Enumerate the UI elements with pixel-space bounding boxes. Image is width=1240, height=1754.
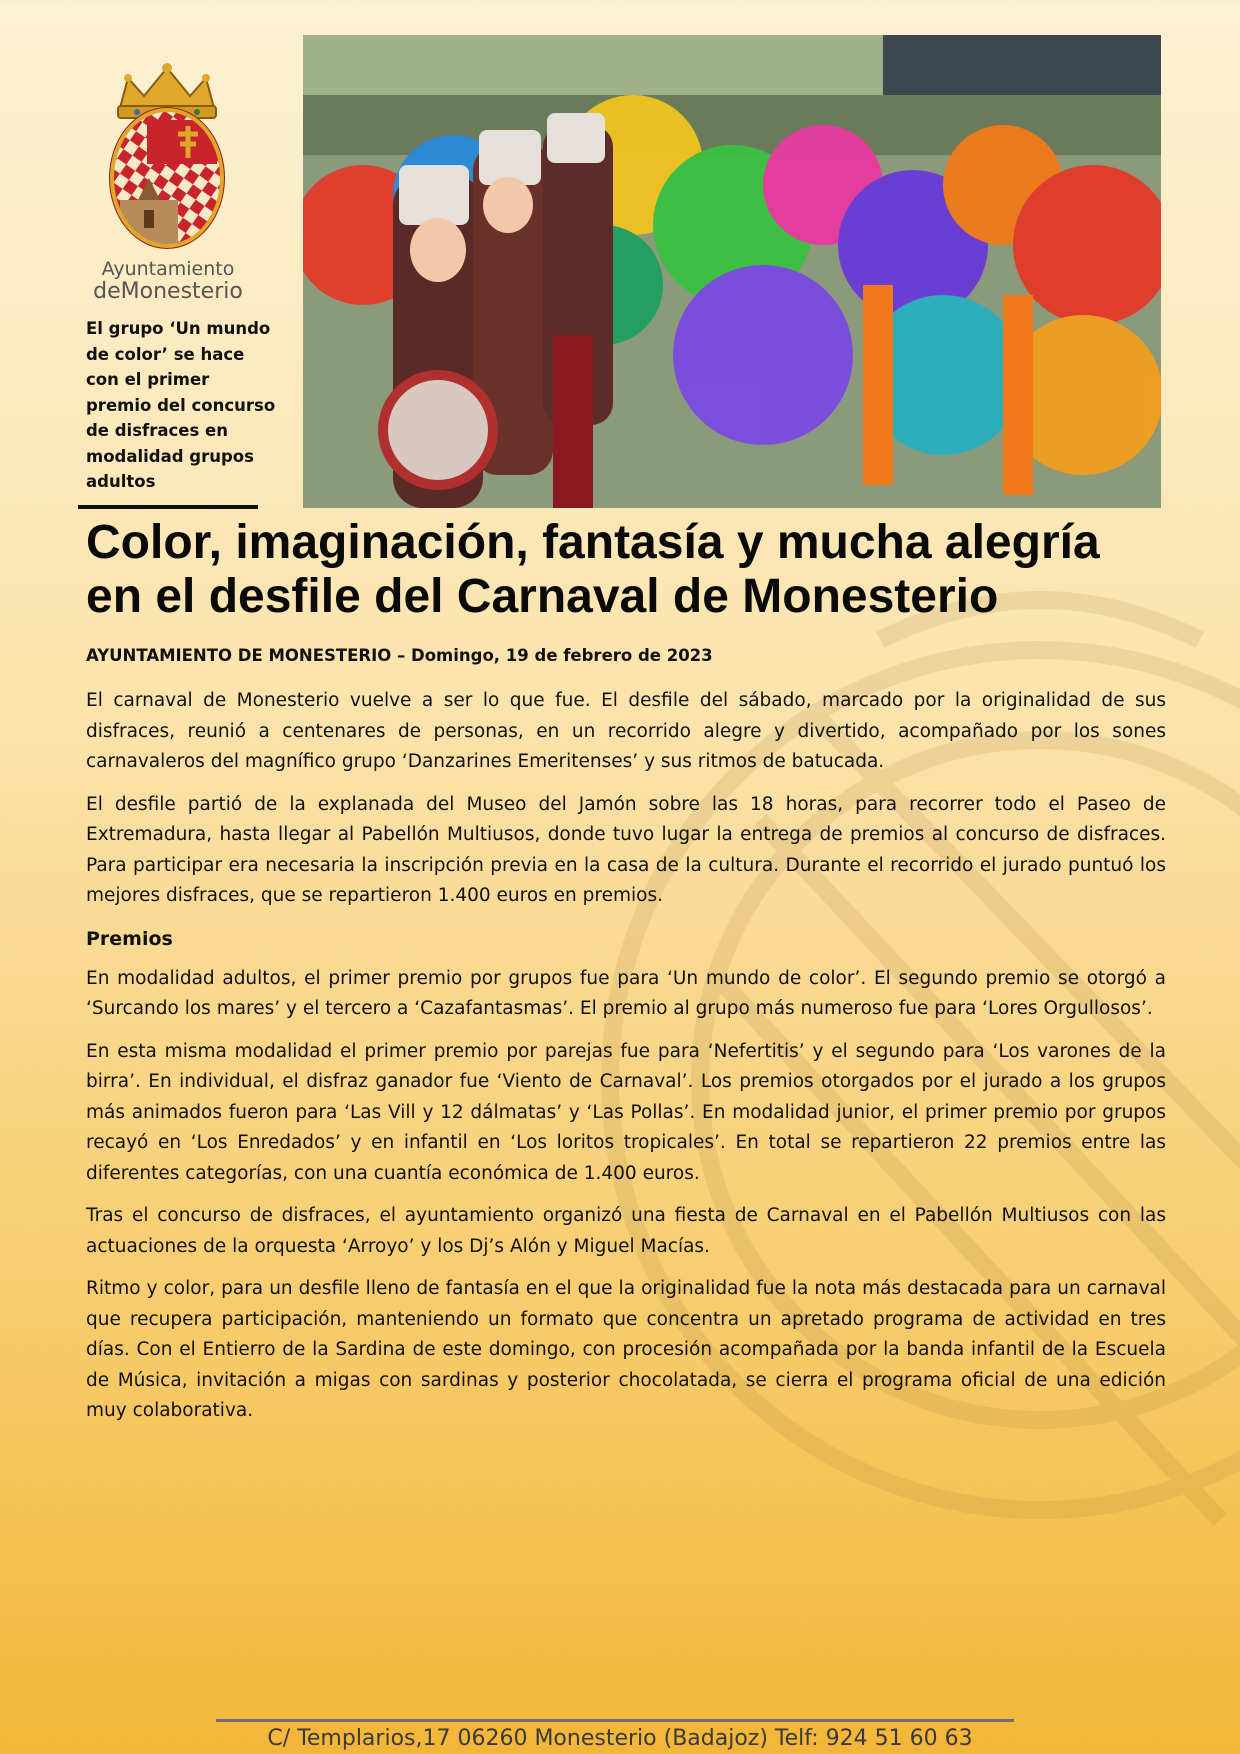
photo-caption: El grupo ‘Un mundo de color’ se hace con el primer premio del concurso de disfraces en modalidad grupos adultos	[86, 319, 276, 491]
coat-of-arms-logo	[92, 60, 242, 260]
carnival-parade-photo	[303, 35, 1161, 508]
article-paragraph: Ritmo y color, para un desfile lleno de fantasía en el que la originalidad fue la nota más destacada para un carnaval que recupera participación, manteniendo un formato que concentra un apretado programa de actividad en tres días. Con el Entierro de la Sardina de este domingo, con procesión acompañada por la banda infantil de la Escuela de Música, invitación a migas con sardinas y posterior chocolatada, se cierra el programa oficial de una edición muy colaborativa.	[86, 1278, 1166, 1421]
article-body	[86, 686, 1166, 1439]
caption-divider	[78, 505, 258, 509]
article-paragraph: En esta misma modalidad el primer premio por parejas fue para ‘Nefertitis’ y el segundo para ‘Los varones de la birra’. En individual, el disfraz ganador fue ‘Viento de Carnaval’. Los premios otorgados por el jurado a los grupos más animados fueron para ‘Las Vill y 12 dálmatas’ y ‘Las Pollas’. En modalidad junior, el primer premio por grupos recayó en ‘Los Enredados’ y en infantil en ‘Los loritos tropicales’. En total se repartieron 22 premios entre las diferentes categorías, con una cuantía económica de 1.400 euros.	[86, 1040, 1166, 1184]
logo-text-line1: Ayuntamiento	[101, 258, 235, 280]
article-paragraph: En modalidad adultos, el primer premio por grupos fue para ‘Un mundo de color’. El segundo premio se otorgó a ‘Surcando los mares’ y el tercero a ‘Cazafantasmas’. El premio al grupo más numeroso fue para ‘Lores Orgullosos’.	[86, 967, 1166, 1019]
section-heading-premios: Premios	[86, 927, 173, 950]
logo-wordmark	[70, 260, 266, 303]
article-byline: AYUNTAMIENTO DE MONESTERIO – Domingo, 19 de febrero de 2023	[86, 646, 713, 665]
footer-divider	[216, 1719, 1014, 1722]
article-paragraph: El desfile partió de la explanada del Museo del Jamón sobre las 18 horas, para recorrer todo el Paseo de Extremadura, hasta llegar al Pabellón Multiusos, donde tuvo lugar la entrega de premios al concurso de disfraces. Para participar era necesaria la inscripción previa en la casa de la cultura. Durante el recorrido el jurado puntuó los mejores disfraces, que se repartieron 1.400 euros en premios.	[86, 793, 1166, 906]
article-paragraph: El carnaval de Monesterio vuelve a ser lo que fue. El desfile del sábado, marcado por la originalidad de sus disfraces, reunió a centenares de personas, en un recorrido alegre y divertido, acompañado por los sones carnavaleros del magnífico grupo ‘Danzarines Emeritenses’ y sus ritmos de batucada.	[86, 690, 1166, 772]
article-headline: Color, imaginación, fantasía y mucha alegría en el desfile del Carnaval de Monesterio	[86, 516, 1100, 623]
article-paragraph: Tras el concurso de disfraces, el ayuntamiento organizó una fiesta de Carnaval en el Pabellón Multiusos con las actuaciones de la orquesta ‘Arroyo’ y los Dj’s Alón y Miguel Macías.	[86, 1205, 1166, 1257]
logo-text-line2: deMonesterio	[93, 278, 243, 304]
footer-address: C/ Templarios,17 06260 Monesterio (Badajoz) Telf: 924 51 60 63	[267, 1726, 973, 1751]
